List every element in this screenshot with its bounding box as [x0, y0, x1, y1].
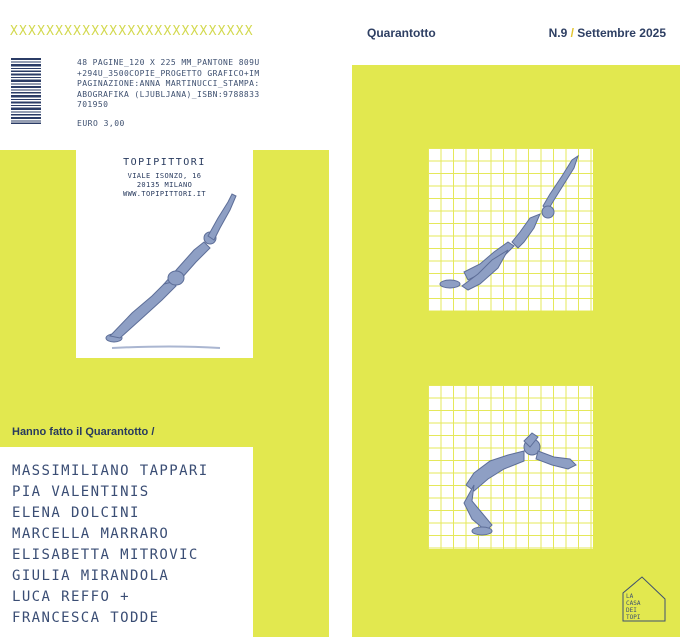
logo-line: TOPI	[626, 614, 641, 621]
colophon-specs: 48 PAGINE_120 X 225 MM_PANTONE 809U+294U_3500COPIE_PROGETTO GRAFICO+IMPAGINAZIONE:ANNA MARTINUCCI_STAMPA:ABOGRAFIKA (LJUBLJANA)_ISBN:9788833701950	[77, 58, 260, 109]
diver-jumping-icon	[428, 148, 593, 311]
diver-crouching-icon	[428, 385, 593, 549]
logo-text	[626, 593, 640, 621]
issue-date: Settembre 2025	[577, 26, 666, 40]
logo-line: DEI	[626, 607, 637, 614]
credit-name: LUCA REFFO +	[12, 589, 130, 605]
credit-name: FRANCESCA TODDE	[12, 610, 160, 626]
publisher-name: TOPIPITTORI	[123, 157, 206, 168]
credit-name: MARCELLA MARRARO	[12, 526, 170, 542]
grid-frame-bottom	[428, 385, 593, 549]
logo-line: LA	[626, 593, 634, 600]
issue-number: N.9	[548, 26, 568, 40]
credits-list	[12, 461, 209, 629]
price-label: EURO 3,00	[77, 119, 125, 128]
credit-name: ELISABETTA MITROVIC	[12, 547, 199, 563]
magazine-title: Quarantotto	[367, 26, 436, 40]
address-line-2: 20135 MILANO	[136, 181, 193, 189]
publisher-website: WWW.TOPIPITTORI.IT	[122, 190, 207, 198]
barcode-icon	[11, 58, 41, 124]
diver-leaping-icon	[92, 188, 242, 353]
credit-name: MASSIMILIANO TAPPARI	[12, 463, 209, 479]
address-line-1: VIALE ISONZO, 16	[127, 172, 202, 180]
credits-heading: Hanno fatto il Quarantotto /	[12, 426, 155, 438]
credit-name: PIA VALENTINIS	[12, 484, 150, 500]
decorative-x-row: XXXXXXXXXXXXXXXXXXXXXXXXXXX	[10, 24, 254, 39]
credit-name: GIULIA MIRANDOLA	[12, 568, 170, 584]
grid-frame-top	[428, 148, 593, 311]
issue-separator: /	[570, 26, 574, 40]
issue-label	[549, 26, 666, 40]
logo-line: CASA	[626, 600, 641, 607]
credit-name: ELENA DOLCINI	[12, 505, 140, 521]
